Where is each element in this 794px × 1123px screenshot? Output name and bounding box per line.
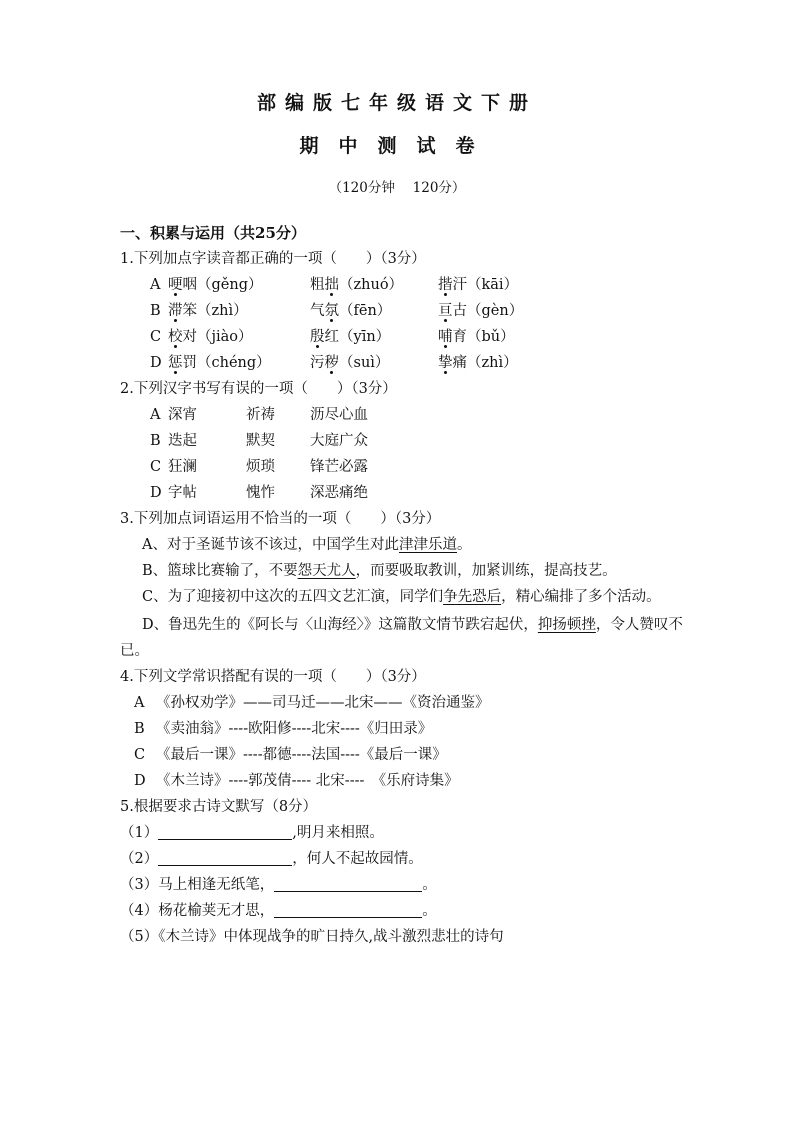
question-5-item-2: （2） ，何人不起故园情。 xyxy=(120,851,423,867)
question-5-item-4: （4）杨花榆荚无才思， 。 xyxy=(120,903,437,919)
word: 深恶痛绝 xyxy=(310,485,368,501)
question-4-option-a xyxy=(120,690,694,716)
underlined-phrase: 抑扬顿挫 xyxy=(537,617,596,633)
pinyin-word: 粗拙（zhuó） xyxy=(310,277,404,293)
question-3-option-b: B、篮球比赛输了，不要怨天尤人，而要吸取教训，加紧训练，提高技艺。 xyxy=(142,563,617,579)
question-4-option-c xyxy=(120,742,694,768)
dotted-char: 亘 xyxy=(438,303,453,319)
option-text: 《卖油翁》----欧阳修----北宋----《归田录》 xyxy=(156,721,433,737)
question-1-stem: 1.下列加点字读音都正确的一项（ ）（3分） xyxy=(120,251,426,267)
pinyin-word: 哺育（bǔ） xyxy=(438,329,515,345)
pinyin-word: 殷红（yīn） xyxy=(310,329,391,345)
answer-blank[interactable] xyxy=(158,849,292,866)
question-3-option-d: D、鲁迅先生的《阿长与〈山海经〉》这篇散文情节跌宕起伏，抑扬顿挫，令人赞叹不已。 xyxy=(120,617,683,659)
word: 锋芒必露 xyxy=(310,459,368,475)
dotted-char: 殷 xyxy=(310,329,325,345)
word: 大庭广众 xyxy=(310,433,368,449)
pinyin-word: 亘古（gèn） xyxy=(438,303,524,319)
answer-blank[interactable] xyxy=(274,901,422,918)
word: 默契 xyxy=(246,433,275,449)
section-heading: 一、积累与运用（共25分） xyxy=(120,224,306,242)
dotted-char: 惩 xyxy=(168,355,183,371)
question-2-option-a xyxy=(120,402,694,428)
word: 狂澜 xyxy=(168,459,197,475)
option-label: B xyxy=(150,303,161,319)
dotted-char: 哺 xyxy=(438,329,453,345)
dotted-char: 挚 xyxy=(438,355,453,371)
pinyin-word: 校对（jiào） xyxy=(168,329,253,345)
question-2-stem: 2.下列汉字书写有误的一项（ ）（3分） xyxy=(120,381,397,397)
question-3-option-c: C、为了迎接初中这次的五四文艺汇演，同学们争先恐后，精心编排了多个活动。 xyxy=(142,589,661,605)
word: 沥尽心血 xyxy=(310,407,368,423)
option-label: C xyxy=(150,329,162,345)
pinyin-word: 挚痛（zhì） xyxy=(438,355,518,371)
option-text: 《最后一课》----都德----法国----《最后一课》 xyxy=(156,747,447,763)
question-2-option-b xyxy=(120,428,694,454)
option-label: A xyxy=(150,407,161,423)
underlined-phrase: 津津乐道 xyxy=(398,537,457,553)
word: 烦琐 xyxy=(246,459,275,475)
pinyin-word: 滞笨（zhì） xyxy=(168,303,248,319)
option-label: B xyxy=(134,721,145,737)
question-3-option-a: A、对于圣诞节该不该过，中国学生对此津津乐道。 xyxy=(142,537,472,553)
word: 愧怍 xyxy=(246,485,275,501)
question-4-option-b xyxy=(120,716,694,742)
question-2-option-d xyxy=(120,480,694,506)
exam-subtitle: 期中测试卷 xyxy=(299,135,495,157)
dotted-char: 滞 xyxy=(168,303,183,319)
dotted-char: 揩 xyxy=(438,277,453,293)
option-label: A xyxy=(134,695,145,711)
option-text: 《孙权劝学》——司马迁——北宋——《资治通鉴》 xyxy=(156,695,490,711)
underlined-phrase: 怨天尤人 xyxy=(297,563,356,579)
question-4-option-d xyxy=(120,768,694,794)
question-5-item-1: （1） ,明月来相照。 xyxy=(120,825,384,841)
option-label: D xyxy=(150,485,162,501)
option-text: 《木兰诗》----郭茂倩---- 北宋---- 《乐府诗集》 xyxy=(156,773,459,789)
question-5-item-5: （5）《木兰诗》中体现战争的旷日持久,战斗激烈悲壮的诗句 xyxy=(120,929,504,945)
pinyin-word: 污秽（suì） xyxy=(310,355,390,371)
option-label: B xyxy=(150,433,161,449)
option-label: D xyxy=(150,355,162,371)
dotted-char: 哽 xyxy=(168,277,183,293)
question-3-stem: 3.下列加点词语运用不恰当的一项（ ）（3分） xyxy=(120,511,441,527)
pinyin-word: 气氛（fēn） xyxy=(310,303,392,319)
question-4-stem: 4.下列文学常识搭配有误的一项（ ）（3分） xyxy=(120,669,426,685)
option-label: A xyxy=(150,277,161,293)
word: 迭起 xyxy=(168,433,197,449)
dotted-char: 拙 xyxy=(324,277,339,293)
question-5-item-3: （3）马上相逢无纸笔， 。 xyxy=(120,877,437,893)
pinyin-word: 哽咽（gěng） xyxy=(168,277,263,293)
question-4-options xyxy=(120,690,694,794)
page-title: 部编版七年级语文下册 xyxy=(256,92,537,114)
option-label: D xyxy=(134,773,146,789)
answer-blank[interactable] xyxy=(274,875,422,892)
underlined-phrase: 争先恐后 xyxy=(443,589,502,605)
exam-info: （120分钟 120分） xyxy=(328,180,466,196)
question-2-option-c xyxy=(120,454,694,480)
dotted-char: 秽 xyxy=(324,355,339,371)
question-1-option-d xyxy=(120,350,694,376)
exam-body xyxy=(120,220,694,950)
word: 深宵 xyxy=(168,407,197,423)
question-1-option-a xyxy=(120,272,694,298)
pinyin-word: 惩罚（chéng） xyxy=(168,355,271,371)
dotted-char: 氛 xyxy=(324,303,339,319)
word: 祈祷 xyxy=(246,407,275,423)
question-5-stem: 5.根据要求古诗文默写（8分） xyxy=(120,799,318,815)
dotted-char: 校 xyxy=(168,329,183,345)
question-1-options xyxy=(120,272,694,376)
option-label: C xyxy=(134,747,146,763)
question-2-options xyxy=(120,402,694,506)
answer-blank[interactable] xyxy=(158,823,292,840)
pinyin-word: 揩汗（kāi） xyxy=(438,277,519,293)
question-1-option-b xyxy=(120,298,694,324)
option-label: C xyxy=(150,459,162,475)
word: 字帖 xyxy=(168,485,197,501)
question-1-option-c xyxy=(120,324,694,350)
